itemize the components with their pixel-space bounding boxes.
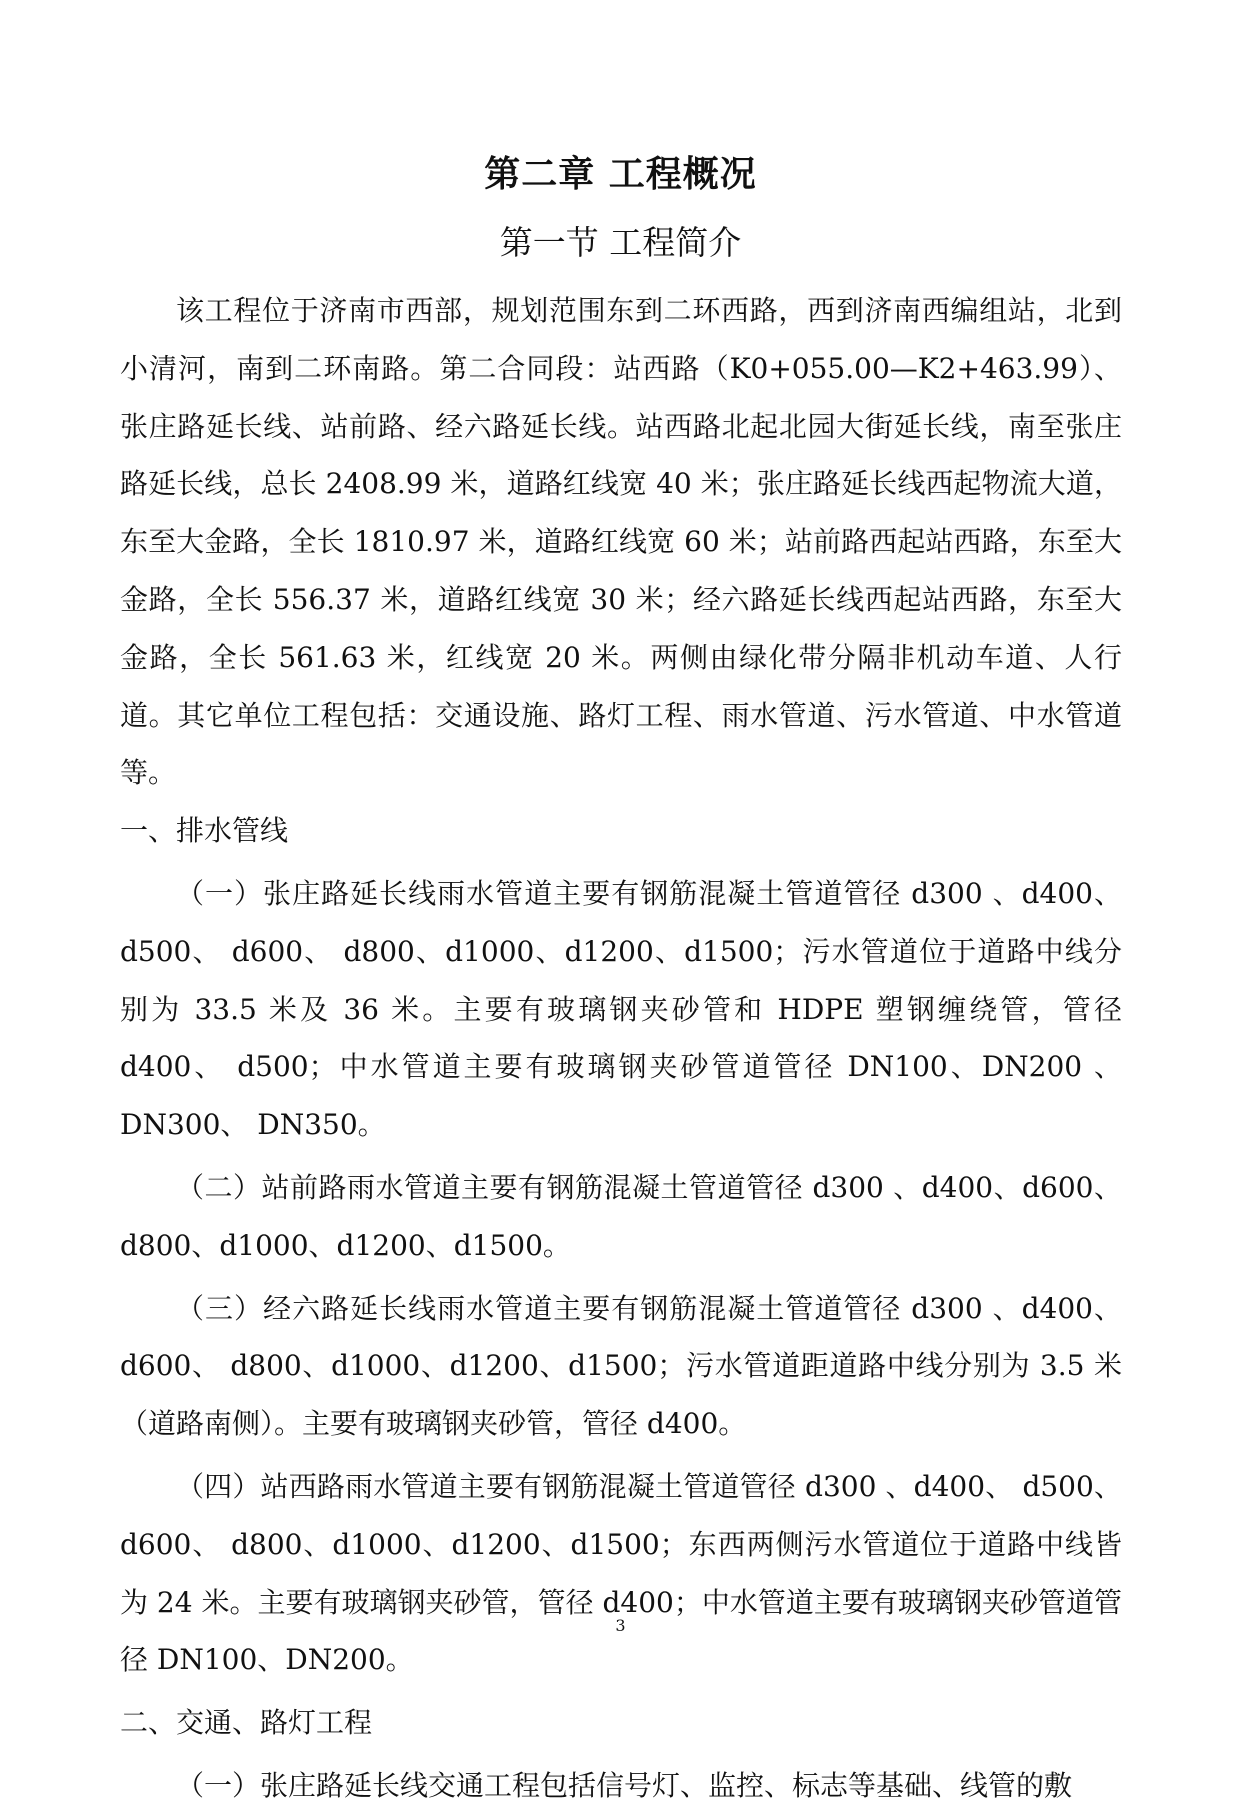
heading-traffic-lighting: 二、交通、路灯工程	[120, 1706, 373, 1740]
body-text	[120, 282, 1122, 1815]
heading-drainage: 一、排水管线	[120, 814, 289, 848]
paragraph-zhanqian-drainage: （二）站前路雨水管道主要有钢筋混凝土管道管径 d300 、d400、d600、d800、d1000、d1200、d1500。	[120, 1170, 1122, 1262]
paragraph-jingliu-drainage: （三）经六路延长线雨水管道主要有钢筋混凝土管道管径 d300 、d400、d600、 d800、d1000、d1200、d1500；污水管道距道路中线分别为 3.5 米（道路南侧）。主要有玻璃钢夹砂管，管径 d400。	[120, 1291, 1122, 1441]
paragraph-zhangzhuang-drainage: （一）张庄路延长线雨水管道主要有钢筋混凝土管道管径 d300 、d400、d500、 d600、 d800、d1000、d1200、d1500；污水管道位于道路中线分别为 33.5 米及 36 米。主要有玻璃钢夹砂管和 HDPE 塑钢缠绕管，管径 d400、 d500；中水管道主要有玻璃钢夹砂管道管径 DN100、DN200 、DN300、 DN350。	[120, 876, 1122, 1142]
paragraph-zhanxi-drainage: （四）站西路雨水管道主要有钢筋混凝土管道管径 d300 、d400、 d500、d600、 d800、d1000、d1200、d1500；东西两侧污水管道位于道路中线皆为 24 米。主要有玻璃钢夹砂管，管径 d400；中水管道主要有玻璃钢夹砂管道管径 DN100、DN200。	[120, 1469, 1122, 1677]
paragraph-zhangzhuang-traffic: （一）张庄路延长线交通工程包括信号灯、监控、标志等基础、线管的敷	[176, 1768, 1073, 1802]
chapter-title: 第二章 工程概况	[484, 153, 757, 195]
section-title: 第一节 工程简介	[499, 223, 742, 262]
page-number: 3	[615, 1616, 626, 1635]
intro-paragraph: 该工程位于济南市西部，规划范围东到二环西路，西到济南西编组站，北到小清河，南到二环南路。第二合同段：站西路（K0+055.00—K2+463.99）、张庄路延长线、站前路、经六路延长线。站西路北起北园大街延长线，南至张庄路延长线，总长 2408.99 米，道路红线宽 40 米；张庄路延长线西起物流大道，东至大金路，全长 1810.97 米，道路红线宽 60 米；站前路西起站西路，东至大金路，全长 556.37 米，道路红线宽 30 米；经六路延长线西起站西路，东至大金路，全长 561.63 米，红线宽 20 米。两侧由绿化带分隔非机动车道、人行道。其它单位工程包括：交通设施、路灯工程、雨水管道、污水管道、中水管道等。	[120, 294, 1122, 790]
